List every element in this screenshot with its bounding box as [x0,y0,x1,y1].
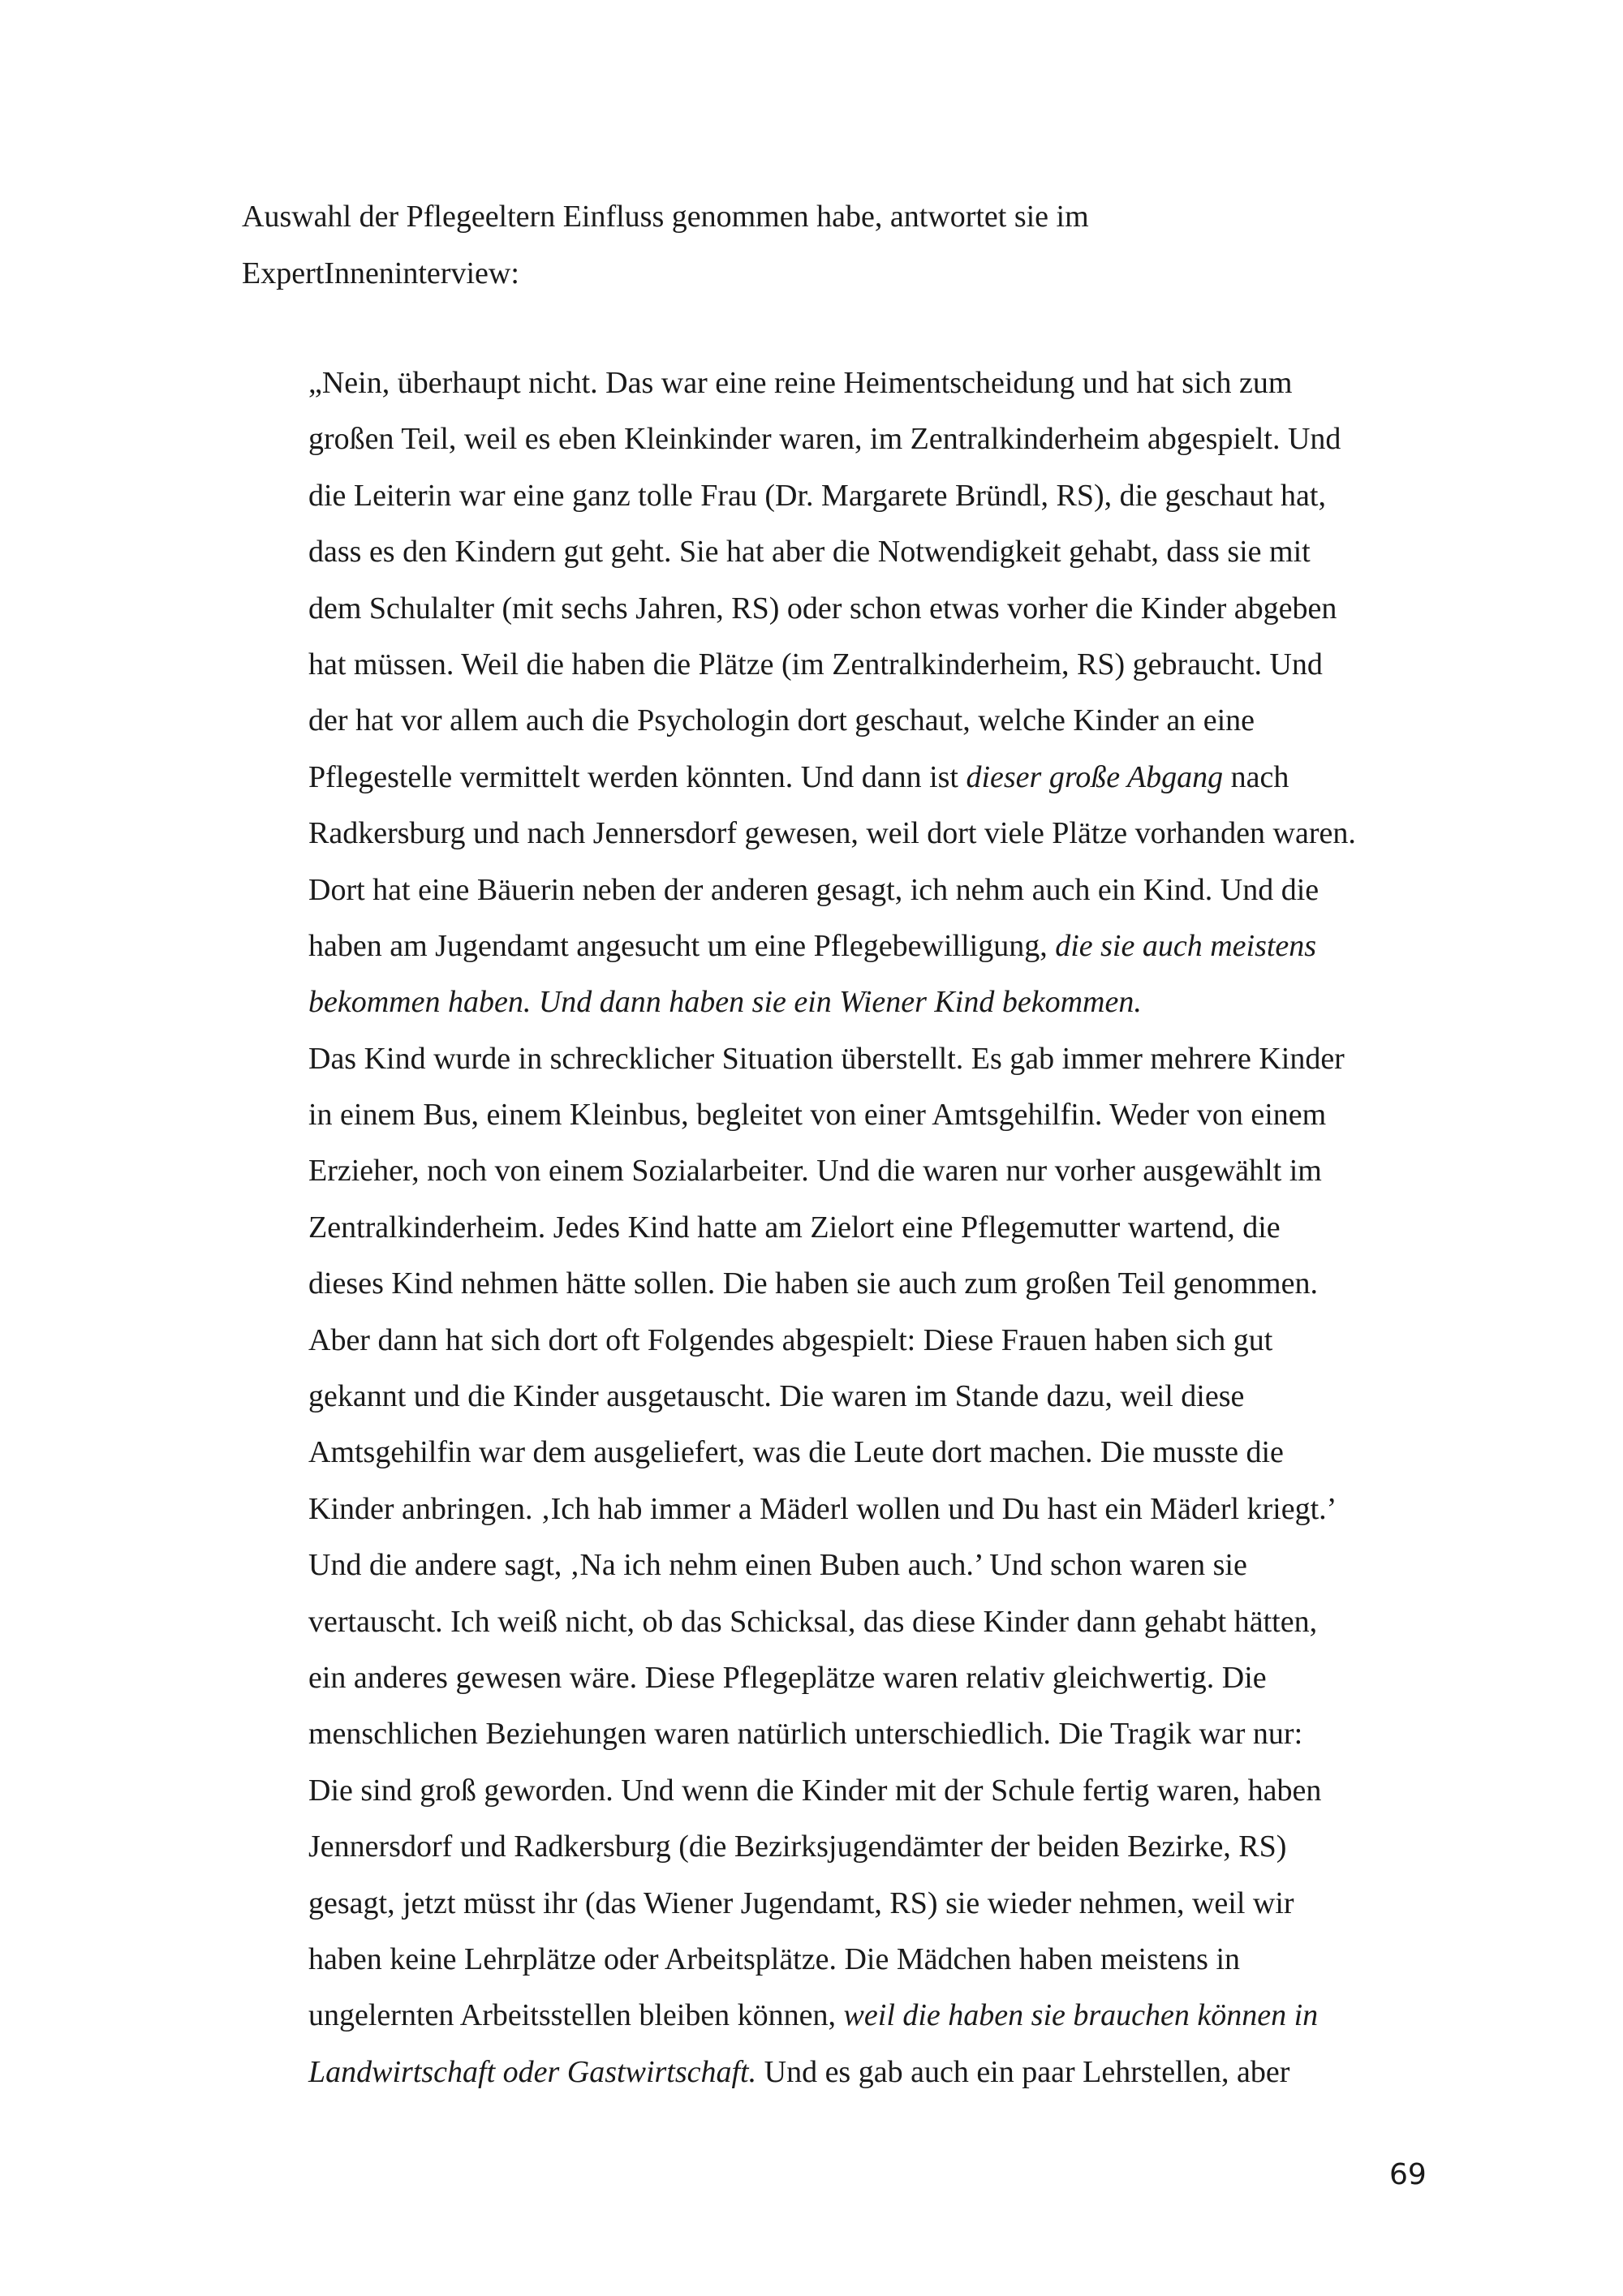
quote-line [308,806,1461,862]
quote-text-run: Amtsgehilfin war dem ausgeliefert, was die Leute dort machen. Die musste die [308,1435,1284,1470]
quote-line [308,1143,1461,1199]
quote-line [308,918,1461,974]
quote-italic-run: Landwirtschaft oder Gastwirtschaft. [308,2054,757,2089]
quote-line [308,1369,1461,1425]
quote-text-run: gesagt, jetzt müsst ihr (das Wiener Jugendamt, RS) sie wieder nehmen, weil wir [308,1885,1294,1920]
quote-italic-run: dieser große Abgang [966,759,1224,794]
quote-text-run: der hat vor allem auch die Psychologin dort geschaut, welche Kinder an eine [308,703,1255,738]
quote-line [308,1932,1461,1988]
quote-text-run: Aber dann hat sich dort oft Folgendes abgespielt: Diese Frauen haben sich gut [308,1322,1273,1357]
page-number: 69 [1389,2158,1427,2191]
quote-text-run: Radkersburg und nach Jennersdorf gewesen, weil dort viele Plätze vorhanden waren. [308,816,1356,851]
quote-line [308,1031,1461,1087]
quote-text-run: Erzieher, noch von einem Sozialarbeiter. Und die waren nur vorher ausgewählt im [308,1154,1322,1189]
quote-text-run: „Nein, überhaupt nicht. Das war eine reine Heimentscheidung und hat sich zum [308,366,1293,400]
quote-line [308,1706,1461,1762]
quote-line [308,1481,1461,1537]
quote-line [308,1313,1461,1369]
quote-line [308,637,1461,693]
quote-text-run: Die sind groß geworden. Und wenn die Kinder mit der Schule fertig waren, haben [308,1773,1322,1808]
quote-text-run: Zentralkinderheim. Jedes Kind hatte am Zielort eine Pflegemutter wartend, die [308,1210,1281,1245]
quote-line [308,1200,1461,1256]
quote-text-run: Und es gab auch ein paar Lehrstellen, aber [756,2054,1290,2089]
quote-line [308,581,1461,637]
quote-line [308,693,1461,749]
quote-text-run: vertauscht. Ich weiß nicht, ob das Schicksal, das diese Kinder dann gehabt hätten, [308,1604,1318,1639]
quote-line [308,1988,1461,2044]
quote-text-run: gekannt und die Kinder ausgetauscht. Die waren im Stande dazu, weil diese [308,1379,1245,1414]
quote-text-run: Kinder anbringen. ‚Ich hab immer a Mäderl wollen und Du hast ein Mäderl kriegt.’ [308,1491,1337,1526]
quote-text-run: Dort hat eine Bäuerin neben der anderen gesagt, ich nehm auch ein Kind. Und die [308,872,1319,907]
intro-line: Auswahl der Pflegeeltern Einfluss genommen habe, antwortet sie im [242,200,1089,234]
intro-line: ExpertInneninterview: [242,256,519,290]
quote-text-run: dem Schulalter (mit sechs Jahren, RS) oder schon etwas vorher die Kinder abgeben [308,591,1337,626]
quote-line [308,2044,1461,2100]
quote-text-run: ein anderes gewesen wäre. Diese Pflegeplätze waren relativ gleichwertig. Die [308,1660,1267,1695]
quote-text-run: haben am Jugendamt angesucht um eine Pflegebewilligung, [308,928,1056,963]
quote-line [308,1650,1461,1706]
quote-line [308,974,1461,1030]
quote-line [308,524,1461,580]
quote-italic-run: weil die haben sie brauchen können in [843,1998,1319,2033]
quote-text-run: ungelernten Arbeitsstellen bleiben können, [308,1998,844,2033]
quote-text-run: Und die andere sagt, ‚Na ich nehm einen Buben auch.’ Und schon waren sie [308,1548,1247,1583]
quote-italic-run: die sie auch meistens [1055,928,1317,963]
quote-text-run: dieses Kind nehmen hätte sollen. Die haben sie auch zum großen Teil genommen. [308,1266,1318,1301]
quote-line [308,1425,1461,1481]
quote-line [308,1876,1461,1932]
quote-line [308,468,1461,524]
quote-text-run: Jennersdorf und Radkersburg (die Bezirksjugendämter der beiden Bezirke, RS) [308,1829,1287,1864]
quote-text-run: haben keine Lehrplätze oder Arbeitsplätze. Die Mädchen haben meistens in [308,1941,1240,1976]
quote-text-run: Pflegestelle vermittelt werden könnten. Und dann ist [308,759,966,794]
quote-italic-run: bekommen haben. Und dann haben sie ein Wiener Kind bekommen. [308,985,1142,1020]
quote-line [308,1537,1461,1593]
quote-text-run: in einem Bus, einem Kleinbus, begleitet von einer Amtsgehilfin. Weder von einem [308,1098,1327,1133]
quote-text-run: nach [1223,759,1289,794]
intro-paragraph [242,188,1427,302]
quote-line [308,1087,1461,1143]
quote-text-run: hat müssen. Weil die haben die Plätze (im Zentralkinderheim, RS) gebraucht. Und [308,647,1323,681]
quote-line [308,355,1461,411]
quote-text-run: großen Teil, weil es eben Kleinkinder waren, im Zentralkinderheim abgespielt. Und [308,422,1341,457]
quote-text-run: die Leiterin war eine ganz tolle Frau (Dr. Margarete Bründl, RS), die geschaut hat, [308,478,1326,513]
quote-line [308,1594,1461,1650]
quote-line [308,862,1461,918]
quote-line [308,750,1461,806]
quote-line [308,1819,1461,1875]
quote-text-run: menschlichen Beziehungen waren natürlich unterschiedlich. Die Tragik war nur: [308,1717,1303,1752]
quote-line [308,411,1461,467]
quote-line [308,1256,1461,1312]
quote-text-run: Das Kind wurde in schrecklicher Situation überstellt. Es gab immer mehrere Kinder [308,1041,1345,1076]
interview-quote-block [308,355,1461,2100]
quote-text-run: dass es den Kindern gut geht. Sie hat aber die Notwendigkeit gehabt, dass sie mit [308,535,1311,570]
quote-line [308,1763,1461,1819]
